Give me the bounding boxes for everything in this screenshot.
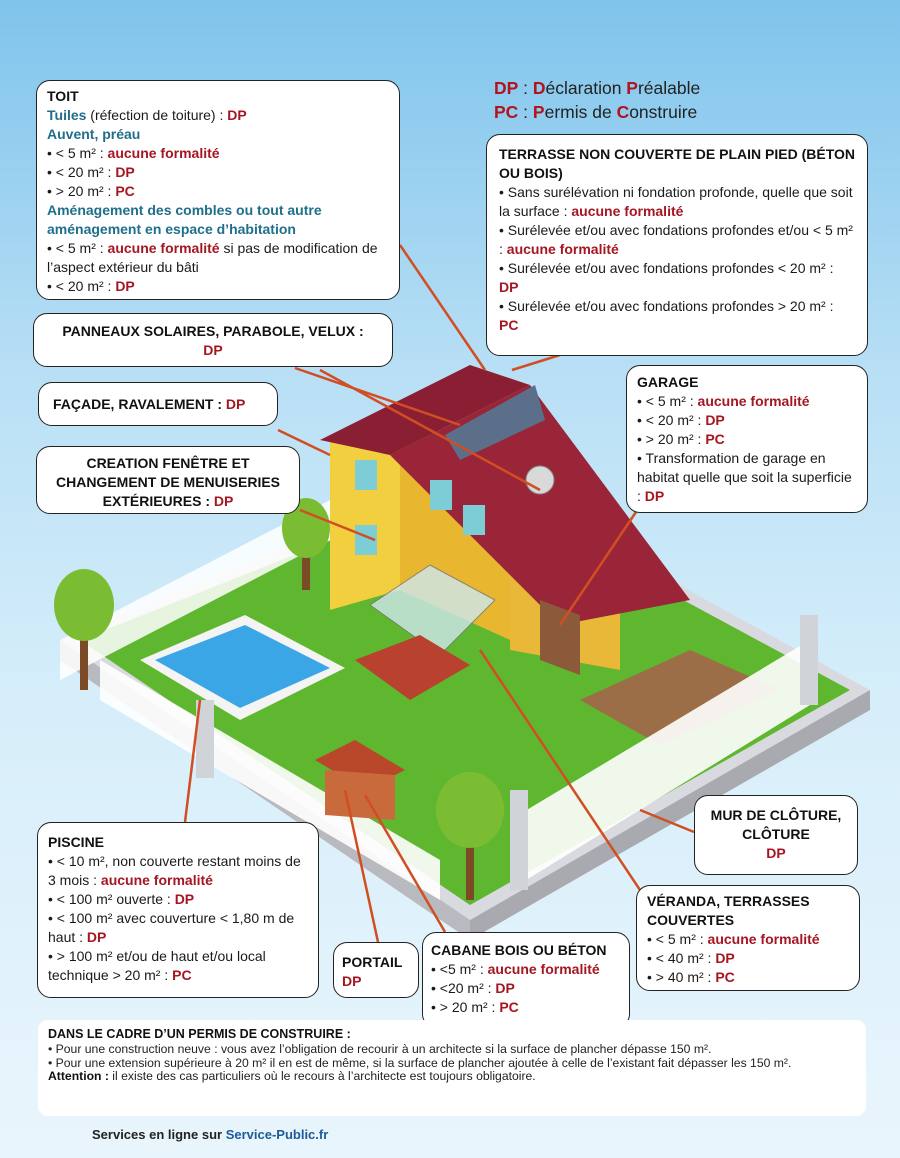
toit-title: TOIT (47, 88, 79, 104)
mur-box (694, 795, 858, 875)
legend-dp-p: P (626, 78, 638, 98)
toit-a2 (47, 163, 389, 182)
piscine-item-3-value: DP (86, 929, 107, 945)
toit-auvent: Auvent, préau (47, 126, 141, 142)
permis-note-title: DANS LE CADRE D’UN PERMIS DE CONSTRUIRE : (48, 1027, 351, 1041)
permis-note-attention-text: il existe des cas particuliers où le recours à l’architecte est toujours obligatoire. (108, 1069, 536, 1084)
cabane-item-3-value: PC (499, 999, 519, 1015)
legend-dp (494, 76, 700, 100)
garage-item-4 (637, 449, 857, 506)
legend-pc-c: C (616, 102, 630, 122)
toit-a3-value: PC (115, 183, 135, 199)
toit-c1-text: • < 5 m² : (47, 240, 108, 256)
legend-dp-sep: : (518, 78, 533, 98)
toit-box (36, 80, 400, 300)
veranda-item-1-text: • < 5 m² : (647, 931, 708, 947)
creation-value: DP (213, 493, 234, 509)
veranda-box (636, 885, 860, 991)
creation-title: CREATION FENÊTRE ET CHANGEMENT DE MENUISERIES EXTÉRIEURES : (55, 455, 281, 509)
legend-dp-abbr: DP (494, 78, 519, 98)
legend-pc (494, 100, 700, 124)
service-public-link[interactable]: Service-Public.fr (225, 1127, 329, 1142)
piscine-item-1 (48, 852, 308, 890)
veranda-item-1 (647, 930, 849, 949)
garage-item-1 (637, 392, 857, 411)
garage-item-1-text: • < 5 m² : (637, 393, 698, 409)
piscine-item-3 (48, 909, 308, 947)
legend-pc-rest1: ermis de (544, 102, 617, 122)
veranda-item-3-text: • > 40 m² : (647, 969, 716, 985)
mur-title: MUR DE CLÔTURE, CLÔTURE (710, 807, 842, 842)
panneaux-box (33, 313, 393, 367)
veranda-item-1-value: aucune formalité (707, 931, 820, 947)
cabane-box (422, 932, 630, 1028)
footer (92, 1127, 328, 1142)
garage-box (626, 365, 868, 513)
toit-tuiles-label: Tuiles (47, 107, 87, 123)
veranda-item-2-value: DP (715, 950, 735, 966)
cabane-item-1-text: • <5 m² : (431, 961, 488, 977)
terrasse-item-2-value: aucune formalité (506, 241, 619, 257)
toit-a1-value: aucune formalité (107, 145, 220, 161)
toit-a1-text: • < 5 m² : (47, 145, 108, 161)
cabane-title: CABANE BOIS OU BÉTON (431, 942, 607, 958)
terrasse-item-4-text: • Surélevée et/ou avec fondations profondes > 20 m² : (499, 298, 834, 314)
panneaux-value: DP (203, 342, 223, 358)
garage-item-3-text: • > 20 m² : (637, 431, 706, 447)
piscine-title: PISCINE (48, 834, 105, 850)
toit-a1 (47, 144, 389, 163)
toit-c2-value: DP (115, 278, 135, 294)
terrasse-item-4-value: PC (499, 317, 519, 333)
piscine-item-3-text: • < 100 m² avec couverture < 1,80 m de haut : (48, 910, 295, 945)
facade-title: FAÇADE, RAVALEMENT : (53, 396, 226, 412)
veranda-item-3-value: PC (715, 969, 735, 985)
toit-c1-value: aucune formalité (107, 240, 220, 256)
piscine-item-4 (48, 947, 308, 985)
toit-tuiles (47, 106, 389, 125)
terrasse-item-1-value: aucune formalité (571, 203, 684, 219)
garage-item-3-value: PC (705, 431, 725, 447)
piscine-item-1-text: • < 10 m², non couverte restant moins de 3 mois : (48, 853, 301, 888)
terrasse-item-3-value: DP (499, 279, 519, 295)
permis-note-attention (48, 1070, 856, 1083)
creation-box (36, 446, 300, 514)
toit-amenagement: Aménagement des combles ou tout autre aménagement en espace d’habitation (47, 202, 322, 237)
panneaux-title: PANNEAUX SOLAIRES, PARABOLE, VELUX : (62, 323, 364, 339)
garage-title: GARAGE (637, 374, 699, 390)
facade-box (38, 382, 278, 426)
permis-note (38, 1020, 866, 1116)
veranda-item-3 (647, 968, 849, 987)
toit-a3-text: • > 20 m² : (47, 183, 116, 199)
garage-item-2 (637, 411, 857, 430)
toit-a2-value: DP (115, 164, 135, 180)
garage-item-3 (637, 430, 857, 449)
garage-item-2-text: • < 20 m² : (637, 412, 706, 428)
portail-box (333, 942, 419, 998)
permis-note-line-1: • Pour une construction neuve : vous avez l’obligation de recourir à un architecte si la surface de plancher dépasse 150 m². (48, 1042, 712, 1057)
terrasse-item-1-text: • Sans surélévation ni fondation profonde, quelle que soit la surface : (499, 184, 853, 219)
permis-note-attention-label: Attention : (48, 1069, 109, 1084)
terrasse-item-3-text: • Surélevée et/ou avec fondations profondes < 20 m² : (499, 260, 834, 276)
veranda-item-2-text: • < 40 m² : (647, 950, 716, 966)
toit-a3 (47, 182, 389, 201)
portail-title: PORTAIL (342, 954, 403, 970)
cabane-item-3 (431, 998, 621, 1017)
terrasse-box (486, 134, 868, 356)
veranda-title: VÉRANDA, TERRASSES COUVERTES (647, 893, 810, 928)
cabane-item-1-value: aucune formalité (487, 961, 600, 977)
toit-c1-note: si pas de modification de l’aspect extérieur du bâti (47, 240, 378, 275)
garage-item-4-text: • Transformation de garage en habitat quelle que soit la superficie : (637, 450, 852, 504)
terrasse-item-2-text: • Surélevée et/ou avec fondations profondes et/ou < 5 m² : (499, 222, 853, 257)
toit-c1 (47, 239, 389, 277)
footer-prefix: Services en ligne sur (92, 1127, 226, 1142)
legend-dp-rest2: réalable (637, 78, 701, 98)
garage-item-4-value: DP (644, 488, 665, 504)
piscine-item-4-text: • > 100 m² et/ou de haut et/ou local technique > 20 m² : (48, 948, 266, 983)
cabane-item-3-text: • > 20 m² : (431, 999, 500, 1015)
toit-c2-text: • < 20 m² : (47, 278, 116, 294)
terrasse-item-1 (499, 183, 855, 221)
legend-pc-rest2: onstruire (629, 102, 698, 122)
cabane-item-1 (431, 960, 621, 979)
toit-tuiles-text: (réfection de toiture) : (86, 107, 228, 123)
terrasse-item-2 (499, 221, 855, 259)
legend-dp-rest1: éclaration (545, 78, 627, 98)
piscine-box (37, 822, 319, 998)
piscine-item-1-value: aucune formalité (100, 872, 213, 888)
garage-item-1-value: aucune formalité (697, 393, 810, 409)
veranda-item-2 (647, 949, 849, 968)
cabane-item-2-value: DP (495, 980, 515, 996)
cabane-item-2 (431, 979, 621, 998)
terrasse-item-3 (499, 259, 855, 297)
terrasse-title: TERRASSE NON COUVERTE DE PLAIN PIED (BÉTON OU BOIS) (499, 146, 856, 181)
legend (494, 76, 700, 124)
piscine-item-4-value: PC (172, 967, 192, 983)
legend-dp-d: D (532, 78, 546, 98)
legend-pc-abbr: PC (494, 102, 519, 122)
legend-pc-sep: : (518, 102, 533, 122)
piscine-item-2 (48, 890, 308, 909)
toit-c2 (47, 277, 389, 296)
terrasse-item-4 (499, 297, 855, 335)
piscine-item-2-text: • < 100 m² ouverte : (48, 891, 175, 907)
permis-note-line-2: • Pour une extension supérieure à 20 m² il en est de même, si la surface de plancher ajoutée à celle de l’existant fait dépasser les 150 m². (48, 1055, 792, 1070)
facade-value: DP (225, 396, 246, 412)
toit-a2-text: • < 20 m² : (47, 164, 116, 180)
mur-value: DP (766, 845, 786, 861)
toit-tuiles-value: DP (227, 107, 247, 123)
legend-pc-p: P (532, 102, 545, 122)
garage-item-2-value: DP (705, 412, 725, 428)
piscine-item-2-value: DP (174, 891, 195, 907)
portail-value: DP (342, 973, 362, 989)
cabane-item-2-text: • <20 m² : (431, 980, 496, 996)
